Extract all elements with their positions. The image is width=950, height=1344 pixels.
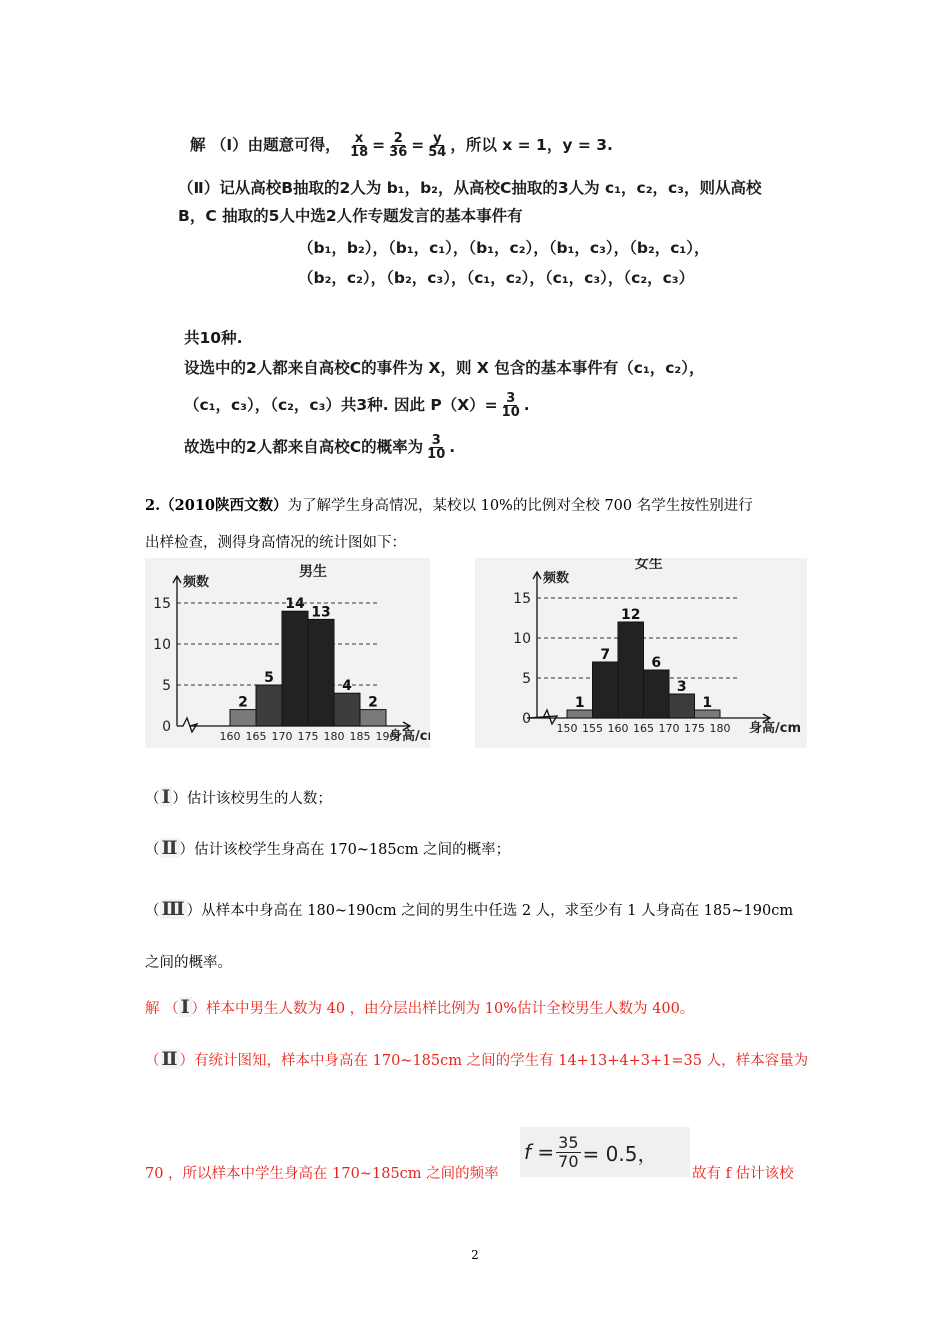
y-tick-label: 0 — [522, 711, 531, 727]
x-tick-label: 180 — [709, 722, 731, 735]
fraction-35-70: $\frac{35}{70}$ — [558, 1132, 579, 1171]
problem-line-1: 2.（2010陕西文数）为了解学生身高情况，某校以 10%的比例对全校 700 名学生按性别进行 — [145, 497, 753, 514]
solution-3: 70 ，所以样本中学生身高在 170~185cm 之间的频率 — [145, 1166, 499, 1182]
y-tick-label: 15 — [153, 596, 171, 612]
male-histogram-box — [145, 558, 430, 748]
question-1: （ Ⅰ ）估计该校男生的人数； — [145, 786, 332, 808]
x-tick-label: 155 — [582, 722, 603, 735]
bar-value-label: 14 — [285, 596, 305, 613]
bar-value-label: 2 — [368, 694, 378, 711]
solution-line-1: 解 （Ⅰ）由题意可得， $\frac{x}{18}$ = $\frac{2}{36}$ = $\frac{y}{54}$ ，所以 x = 1，y = 3. — [190, 131, 613, 160]
solution-1: 解 （ Ⅰ ）样本中男生人数为 40 ，由分层出样比例为 10%估计全校男生人数为 400。 — [145, 996, 695, 1018]
bar-value-label: 13 — [311, 604, 331, 621]
roman-numeral-3: Ⅲ — [161, 898, 185, 920]
y-axis-label: 频数 — [183, 575, 210, 590]
solution-line-5: （b₂，c₂），（b₂，c₃），（c₁，c₂），（c₁，c₃），（c₂，c₃） — [298, 269, 695, 287]
solution-line-8: （c₁，c₃），（c₂，c₃）共3种. 因此 P（X）= $\frac{3}{10}$ . — [184, 391, 530, 420]
x-tick-label: 160 — [607, 722, 629, 735]
bar-value-label: 7 — [600, 647, 611, 663]
female-histogram-box — [475, 558, 807, 748]
solution-line-9: 故选中的2人都来自高校C的概率为 $\frac{3}{10}$ . — [184, 433, 456, 462]
fraction-2-36: $\frac{2}{36}$ — [389, 131, 408, 160]
y-tick-label: 0 — [162, 719, 171, 735]
roman-numeral-1: Ⅰ — [161, 786, 171, 808]
solution-line-2: （Ⅱ）记从高校B抽取的2人为 b₁，b₂，从高校C抽取的3人为 c₁，c₂，c₃，则从高校 — [178, 179, 762, 197]
fraction-3-10-b: $\frac{3}{10}$ — [427, 433, 446, 462]
x-tick-label: 165 — [633, 722, 654, 735]
y-tick-label: 10 — [513, 631, 531, 647]
roman-numeral-s2: Ⅱ — [161, 1048, 178, 1070]
bar-value-label: 6 — [651, 655, 662, 671]
x-tick-label: 170 — [658, 722, 680, 735]
x-tick-label: 180 — [323, 730, 345, 743]
female-histogram — [475, 558, 807, 748]
chart-title: 女生 — [634, 558, 663, 572]
x-axis-label: 身高/cm — [748, 721, 802, 736]
y-tick-label: 5 — [522, 671, 531, 687]
chart-title: 男生 — [299, 564, 327, 580]
problem-label: 2.（2010陕西文数） — [145, 497, 288, 514]
frequency-formula: f = $\frac{35}{70}$ = 0.5， — [520, 1127, 690, 1177]
x-tick-label: 170 — [271, 730, 293, 743]
roman-numeral-s1: Ⅰ — [180, 996, 190, 1018]
bar-value-label: 4 — [342, 678, 352, 695]
y-tick-label: 5 — [162, 678, 171, 694]
histogram-bar — [593, 662, 619, 718]
bar-value-label: 12 — [621, 607, 641, 623]
x-tick-label: 150 — [556, 722, 578, 735]
y-tick-label: 10 — [153, 637, 171, 653]
y-tick-label: 15 — [513, 591, 531, 607]
question-3-continued: 之间的概率。 — [145, 955, 232, 971]
page-number: 2 — [471, 1248, 479, 1262]
bar-value-label: 1 — [574, 695, 585, 711]
x-axis-label: 身高/c — [388, 729, 428, 744]
x-tick-label: 190 — [375, 730, 397, 743]
histogram-bar — [256, 685, 282, 726]
solution-line-3: B，C 抽取的5人中选2人作专题发言的基本事件有 — [178, 207, 523, 225]
bar-value-label: 2 — [238, 694, 248, 711]
histogram-bar — [618, 622, 644, 718]
question-2: （ Ⅱ ）估计该校学生身高在 170~185cm 之间的概率； — [145, 837, 511, 859]
x-tick-label: 185 — [349, 730, 371, 743]
histogram-bar — [644, 670, 670, 718]
histogram-bar — [282, 611, 308, 726]
solution-4: 故有 f 估计该校 — [692, 1166, 794, 1182]
fraction-3-10: $\frac{3}{10}$ — [501, 391, 520, 420]
histogram-bar — [308, 619, 334, 726]
x-tick-label: 160 — [219, 730, 241, 743]
male-histogram — [145, 558, 430, 748]
y-axis-label: 频数 — [543, 571, 570, 586]
histogram-bar — [360, 710, 386, 726]
histogram-bar — [695, 710, 721, 718]
solution-line-7: 设选中的2人都来自高校C的事件为 X，则 X 包含的基本事件有（c₁，c₂）， — [184, 359, 705, 377]
fraction-y-54: $\frac{y}{54}$ — [428, 131, 447, 160]
x-tick-label: 175 — [684, 722, 705, 735]
histogram-bar — [230, 710, 256, 726]
scanned-solution — [178, 120, 778, 470]
problem-line-2: 出样检查，测得身高情况的统计图如下： — [145, 535, 406, 551]
bar-value-label: 3 — [676, 679, 687, 695]
solution-line-4: （b₁，b₂），（b₁，c₁），（b₁，c₂），（b₁，c₃），（b₂，c₁）， — [298, 239, 710, 257]
histogram-bar — [334, 693, 360, 726]
question-3: （ Ⅲ ）从样本中身高在 180~190cm 之间的男生中任选 2 人，求至少有 1 人身高在 185~190cm — [145, 898, 794, 920]
roman-numeral-2: Ⅱ — [161, 837, 178, 859]
x-tick-label: 175 — [297, 730, 319, 743]
solution-2: （ Ⅱ ）有统计图知，样本中身高在 170~185cm 之间的学生有 14+13+4+3+1=35 人，样本容量为 — [145, 1048, 809, 1070]
x-tick-label: 165 — [245, 730, 267, 743]
fraction-x-18: $\frac{x}{18}$ — [350, 131, 369, 160]
bar-value-label: 5 — [264, 670, 274, 686]
histogram-bar — [669, 694, 695, 718]
bar-value-label: 1 — [702, 695, 713, 711]
solution-line-6: 共10种. — [184, 329, 243, 347]
histogram-bar — [567, 710, 593, 718]
